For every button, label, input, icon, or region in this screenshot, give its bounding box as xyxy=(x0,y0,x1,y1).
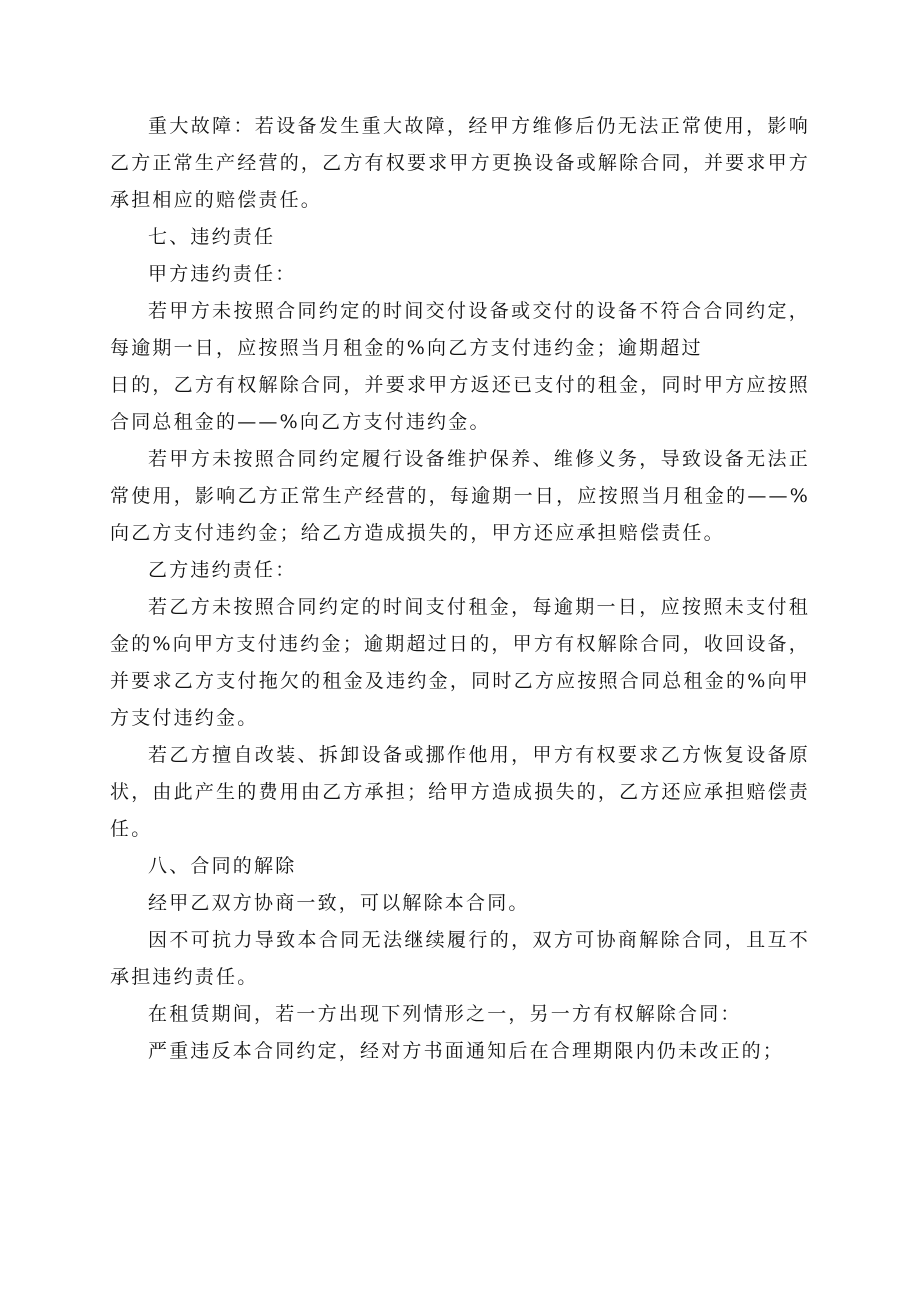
section-heading-breach-liability: 七、违约责任 xyxy=(148,226,276,248)
document-body xyxy=(110,108,810,1070)
paragraph-serious-breach: 严重违反本合同约定，经对方书面通知后在合理期限内仍未改正的； xyxy=(148,1040,785,1062)
paragraph-force-majeure: 因不可抗力导致本合同无法继续履行的，双方可协商解除合同，且互不承担违约责任。 xyxy=(110,929,810,988)
paragraph-party-a-maintenance: 若甲方未按照合同约定履行设备维护保养、维修义务，导致设备无法正常使用，影响乙方正常生产经营的，每逾期一日，应按照当月租金的——%向乙方支付违约金；给乙方造成损失的，甲方还应承担赔偿责任。 xyxy=(110,448,810,544)
paragraph-major-fault: 重大故障：若设备发生重大故障，经甲方维修后仍无法正常使用，影响乙方正常生产经营的，乙方有权要求甲方更换设备或解除合同，并要求甲方承担相应的赔偿责任。 xyxy=(110,115,810,211)
section-heading-termination: 八、合同的解除 xyxy=(148,855,297,877)
paragraph-mutual-termination: 经甲乙双方协商一致，可以解除本合同。 xyxy=(148,892,530,914)
subheading-party-a-breach: 甲方违约责任： xyxy=(148,263,297,285)
paragraph-termination-conditions: 在租赁期间，若一方出现下列情形之一，另一方有权解除合同： xyxy=(148,1003,742,1025)
paragraph-party-a-late-delivery-cont: 日的，乙方有权解除合同，并要求甲方返还已支付的租金，同时甲方应按照合同总租金的——%向乙方支付违约金。 xyxy=(110,374,810,433)
paragraph-party-b-late-rent: 若乙方未按照合同约定的时间支付租金，每逾期一日，应按照未支付租金的%向甲方支付违约金；逾期超过日的，甲方有权解除合同，收回设备，并要求乙方支付拖欠的租金及违约金，同时乙方应按照合同总租金的%向甲方支付违约金。 xyxy=(110,596,810,729)
paragraph-party-b-modification: 若乙方擅自改装、拆卸设备或挪作他用，甲方有权要求乙方恢复设备原状，由此产生的费用由乙方承担；给甲方造成损失的，乙方还应承担赔偿责任。 xyxy=(110,744,810,840)
subheading-party-b-breach: 乙方违约责任： xyxy=(148,559,297,581)
paragraph-party-a-late-delivery: 若甲方未按照合同约定的时间交付设备或交付的设备不符合合同约定，每逾期一日，应按照当月租金的%向乙方支付违约金；逾期超过 xyxy=(110,300,810,359)
